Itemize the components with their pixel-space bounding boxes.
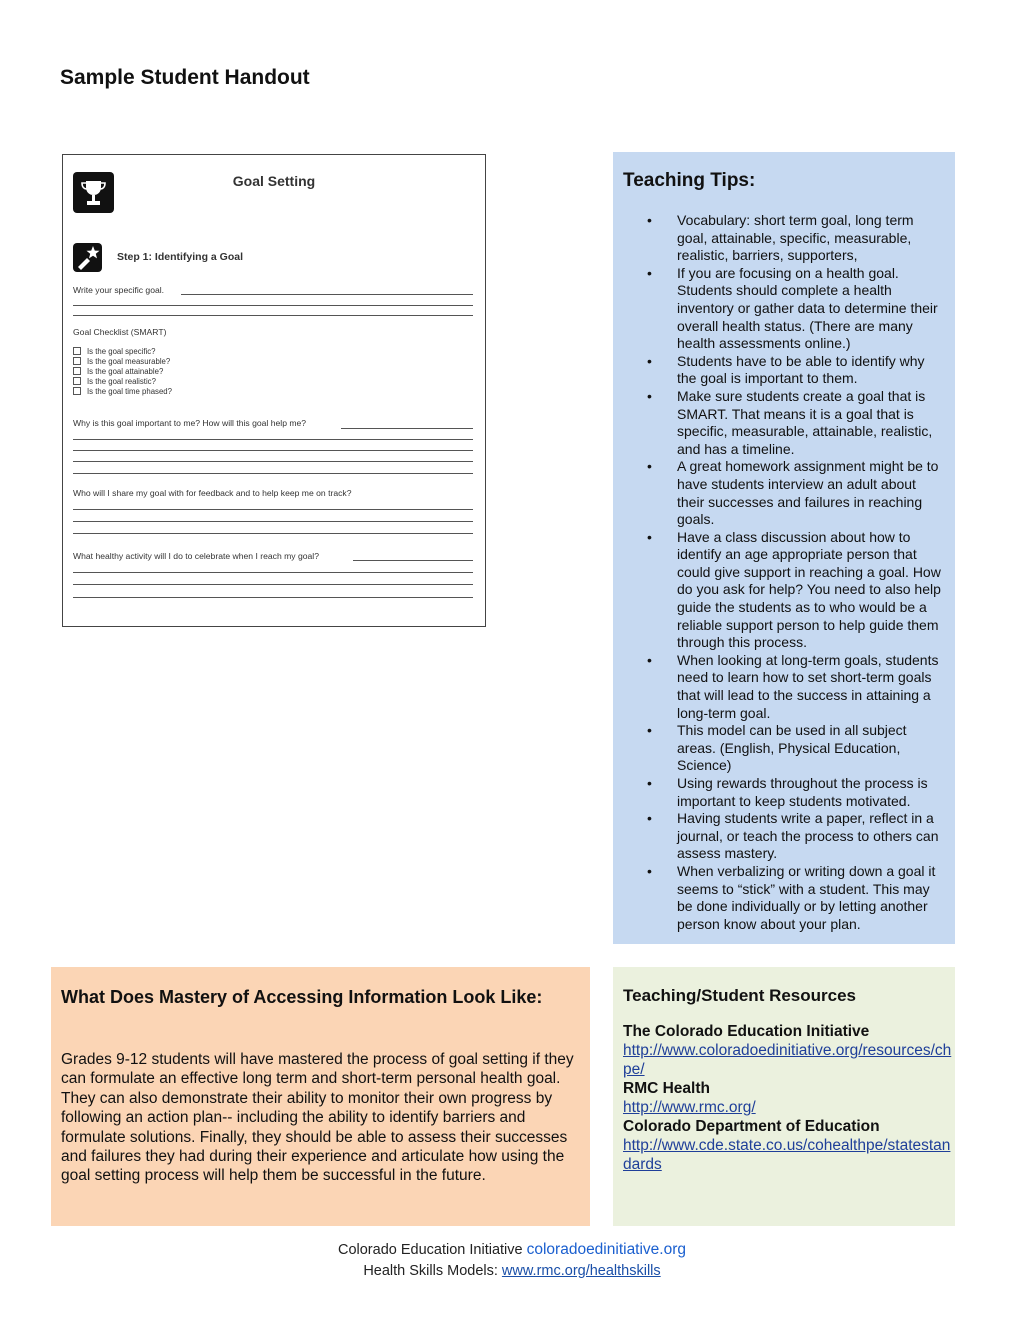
- page-title: Sample Student Handout: [60, 66, 310, 89]
- resource-name: RMC Health: [623, 1080, 710, 1097]
- celebrate-label: What healthy activity will I do to celebrate when I reach my goal?: [73, 551, 319, 561]
- teaching-tips-list: [647, 212, 947, 933]
- footer-org-label: Colorado Education Initiative: [337, 1242, 527, 1258]
- resources-panel: [613, 967, 955, 1226]
- worksheet-title: Goal Setting: [232, 173, 316, 189]
- star-hand-icon: [73, 243, 102, 272]
- mastery-title: What Does Mastery of Accessing Information Look Like:: [61, 987, 543, 1007]
- goal-setting-worksheet: [62, 154, 486, 627]
- resources-list: [623, 1022, 953, 1174]
- teaching-tips-panel: [613, 152, 955, 944]
- footer: [0, 1239, 1024, 1282]
- resource-name: The Colorado Education Initiative: [623, 1023, 870, 1040]
- tip-item: • Having students write a paper, reflect in a journal, or teach the process to others can assess mastery.: [647, 810, 947, 863]
- checklist-label: Goal Checklist (SMART): [73, 327, 167, 337]
- footer-models-label: Health Skills Models:: [363, 1263, 502, 1279]
- teaching-tips-title: Teaching Tips:: [623, 170, 756, 191]
- mastery-text: Grades 9-12 students will have mastered the process of goal setting if they can formulate an effective long term and short-term personal health goal. They can also demonstrate their ability to monitor their own progress by following an action plan-- including the ability to identify barriers and formulate solutions. Finally, they should be able to assess their successes and failures they had during their experience and articulate how using the goal setting process will help them be successful in the future.: [61, 1051, 574, 1185]
- mastery-panel: [51, 967, 590, 1226]
- tip-item: • Vocabulary: short term goal, long term goal, attainable, specific, measurable, realistic, barriers, supporters,: [647, 212, 947, 265]
- tip-item: • A great homework assignment might be to have students interview an adult about their successes and failures in reaching goals.: [647, 458, 947, 528]
- resource-link[interactable]: http://www.coloradoedinitiative.org/resources/chpe/: [623, 1042, 952, 1078]
- why-important-label: Why is this goal important to me? How will this goal help me?: [73, 418, 307, 428]
- worksheet-step-label: Step 1: Identifying a Goal: [117, 251, 244, 263]
- tip-item: • Using rewards throughout the process is important to keep students motivated.: [647, 775, 947, 810]
- tip-item: • If you are focusing on a health goal. Students should complete a health inventory or gather data to determine their overall health status. (There are many health assessments online.): [647, 265, 947, 353]
- footer-cei-link[interactable]: coloradoedinitiative.org: [526, 1241, 687, 1258]
- tip-item: • When verbalizing or writing down a goal it seems to “stick” with a student. This may be done individually or by letting another person know about your plan.: [647, 863, 947, 933]
- tip-item: • Make sure students create a goal that is SMART. That means it is a goal that is specific, measurable, attainable, realistic, and has a timeline.: [647, 388, 947, 458]
- footer-line-1: [0, 1239, 1024, 1261]
- checklist-item: Is the goal time phased?: [73, 387, 172, 396]
- checklist-item: Is the goal attainable?: [73, 367, 163, 376]
- resource-link[interactable]: http://www.rmc.org/: [623, 1099, 756, 1116]
- tip-item: • When looking at long-term goals, students need to learn how to set short-term goals that will lead to the success in attaining a long-term goal.: [647, 652, 947, 722]
- tip-item: • Students have to be able to identify why the goal is important to them.: [647, 353, 947, 388]
- checklist-item: Is the goal realistic?: [73, 377, 156, 386]
- resource-name: Colorado Department of Education: [623, 1118, 880, 1135]
- specific-goal-label: Write your specific goal.: [73, 285, 165, 295]
- share-goal-label: Who will I share my goal with for feedback and to help keep me on track?: [73, 488, 352, 498]
- checklist-item: Is the goal specific?: [73, 347, 155, 356]
- tip-item: • Have a class discussion about how to identify an age appropriate person that could give support in reaching a goal. How do you ask for help? You need to also help guide the students as to who would be a reliable support person to help guide them through this process.: [647, 529, 947, 652]
- checklist-item: Is the goal measurable?: [73, 357, 170, 366]
- footer-rmc-link[interactable]: www.rmc.org/healthskills: [501, 1263, 661, 1279]
- footer-line-2: [0, 1261, 1024, 1282]
- resource-link[interactable]: http://www.cde.state.co.us/cohealthpe/statestandards: [623, 1137, 951, 1173]
- tip-item: • This model can be used in all subject areas. (English, Physical Education, Science): [647, 722, 947, 775]
- resources-title: Teaching/Student Resources: [623, 986, 857, 1005]
